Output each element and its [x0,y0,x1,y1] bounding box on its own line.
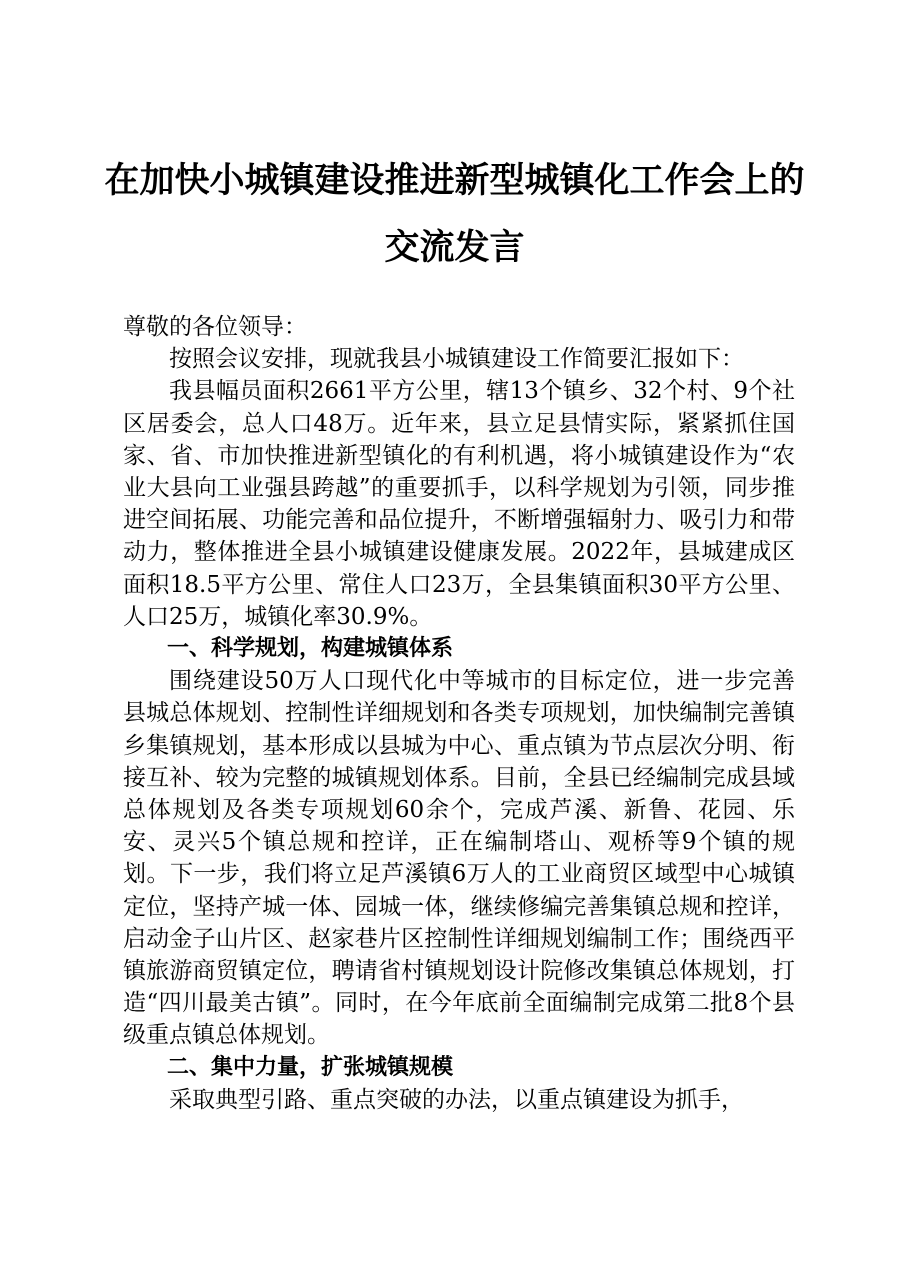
salutation: 尊敬的各位领导： [123,314,307,340]
section-paragraph-planning: 围绕建设50万人口现代化中等城市的目标定位，进一步完善县城总体规划、控制性详细规划和各类专项规划，加快编制完善镇乡集镇规划，基本形成以县城为中心、重点镇为节点层次分明、衔接互补、较为完整的城镇规划体系。目前，全县已经编制完成县域总体规划及各类专项规划60余个，完成芦溪、新鲁、花园、乐安、灵兴5个镇总规和控详，正在编制塔山、观桥等9个镇的规划。下一步，我们将立足芦溪镇6万人的工业商贸区域型中心城镇定位，坚持产城一体、园城一体，继续修编完善集镇总规和控详，启动金子山片区、赵家巷片区控制性详细规划编制工作；围绕西平镇旅游商贸镇定位，聘请省村镇规划设计院修改集镇总体规划，打造“四川最美古镇”。同时，在今年底前全面编制完成第二批8个县级重点镇总体规划。 [123,668,795,1049]
overview-paragraph: 我县幅员面积2661平方公里，辖13个镇乡、32个村、9个社区居委会，总人口48万。近年来，县立足县情实际，紧紧抓住国家、省、市加快推进新型镇化的有利机遇，将小城镇建设作为“农业大县向工业强县跨越”的重要抓手，以科学规划为引领，同步推进空间拓展、功能完善和品位提升，不断增强辐射力、吸引力和带动力，整体推进全县小城镇建设健康发展。2022年，县城建成区面积18.5平方公里、常住人口23万，全县集镇面积30平方公里、人口25万，城镇化率30.9%。 [123,378,795,630]
document-title-line-1: 在加快小城镇建设推进新型城镇化工作会上的 [104,160,805,201]
document-body [123,311,795,1116]
section-paragraph-expansion: 采取典型引路、重点突破的办法，以重点镇建设为抓手， [169,1086,744,1113]
section-heading-planning: 一、科学规划，构建城镇体系 [167,636,454,662]
document-title-line-2: 交流发言 [384,227,525,268]
intro-paragraph: 按照会议安排，现就我县小城镇建设工作简要汇报如下： [169,346,744,373]
section-heading-expansion: 二、集中力量，扩张城镇规模 [167,1054,454,1080]
